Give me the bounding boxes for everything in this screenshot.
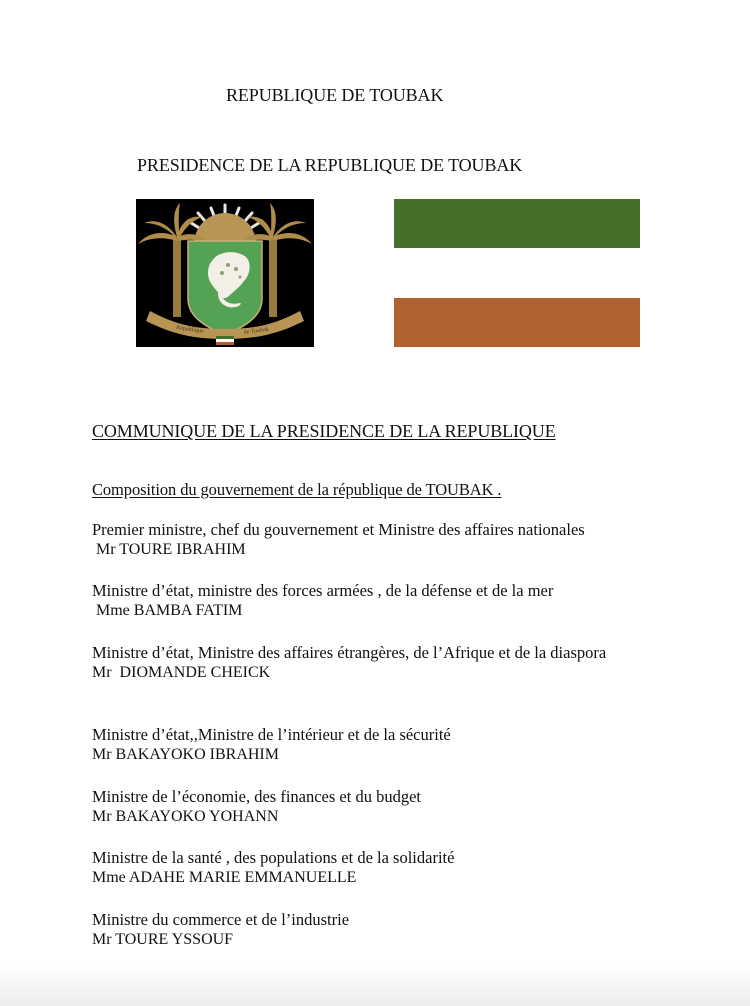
minister-role: Ministre du commerce et de l’industrie <box>92 910 350 929</box>
flag-stripe-orange <box>394 298 640 347</box>
minister-entry <box>92 643 612 683</box>
minister-role: Ministre d’état,,Ministre de l’intérieur et de la sécurité <box>92 725 451 744</box>
minister-name: Mr BAKAYOKO YOHANN <box>92 808 279 825</box>
communique-subtitle: Composition du gouvernement de la république de TOUBAK . <box>92 480 502 499</box>
flag-stripe-white <box>394 248 640 298</box>
minister-name: Mr DIOMANDE CHEICK <box>92 664 271 681</box>
flag-stripe-green <box>394 199 640 248</box>
minister-name: Mr TOURE YSSOUF <box>92 931 234 948</box>
minister-entry <box>92 725 692 765</box>
communique-title: COMMUNIQUE DE LA PRESIDENCE DE LA REPUBLIQUE <box>92 421 556 441</box>
motto-right: de Toubak <box>243 326 270 336</box>
minister-entry <box>92 787 692 827</box>
minister-entry <box>92 848 692 888</box>
minister-role: Premier ministre, chef du gouvernement et Ministre des affaires nationales <box>92 520 585 539</box>
minister-role: Ministre d’état, ministre des forces armées , de la défense et de la mer <box>92 581 554 600</box>
minister-role: Ministre de l’économie, des finances et du budget <box>92 787 421 806</box>
minister-name: Mme BAMBA FATIM <box>92 602 243 619</box>
minister-name: Mr TOURE IBRAHIM <box>92 541 246 558</box>
minister-role: Ministre de la santé , des populations et de la solidarité <box>92 848 455 867</box>
minister-name: Mr BAKAYOKO IBRAHIM <box>92 746 279 763</box>
minister-entry <box>92 520 692 560</box>
minister-role: Ministre d’état, Ministre des affaires étrangères, de l’Afrique et de la diaspora <box>92 643 607 662</box>
mini-flag-icon <box>216 336 234 345</box>
minister-entry <box>92 581 692 621</box>
presidency-heading: PRESIDENCE DE LA REPUBLIQUE DE TOUBAK <box>137 155 523 175</box>
minister-name: Mme ADAHE MARIE EMMANUELLE <box>92 869 357 886</box>
coat-of-arms-icon <box>136 199 314 347</box>
page-bottom-shadow <box>0 966 750 1006</box>
minister-entry <box>92 910 692 950</box>
motto-left: République <box>175 325 204 335</box>
republic-heading: REPUBLIQUE DE TOUBAK <box>226 85 444 105</box>
